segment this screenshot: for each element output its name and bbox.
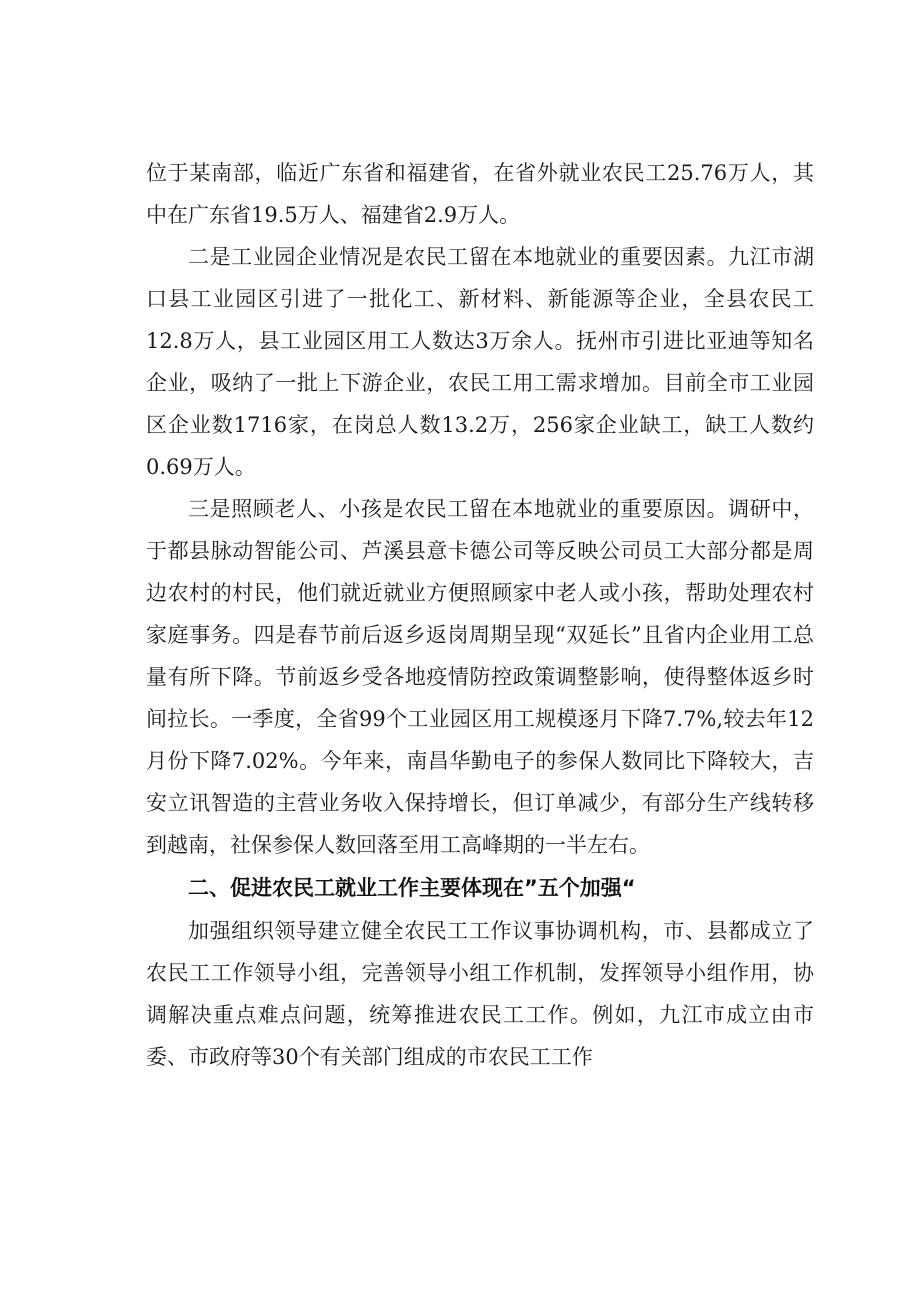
paragraph-section-body: 加强组织领导建立健全农民工工作议事协调机构，市、县都成立了农民工工作领导小组，完善领导小组工作机制，发挥领导小组作用，协调解决重点难点问题，统筹推进农民工工作。例如，九江市成立由市委、市政府等30个有关部门组成的市农民工工作 xyxy=(146,919,814,1069)
document-body xyxy=(146,152,814,1078)
paragraph-point-three: 三是照顾老人、小孩是农民工留在本地就业的重要原因。调研中，于都县脉动智能公司、芦溪县意卡德公司等反映公司员工大部分都是周边农村的村民，他们就近就业方便照顾家中老人或小孩，帮助处理农村家庭事务。四是春节前后返乡返岗周期呈现“双延长”且省内企业用工总量有所下降。节前返乡受各地疫情防控政策调整影响，使得整体返乡时间拉长。一季度，全省99个工业园区用工规模逐月下降7.7%,较去年12月份下降7.02%。今年来，南昌华勤电子的参保人数同比下降较大，吉安立讯智造的主营业务收入保持增长，但订单减少，有部分生产线转移到越南，社保参保人数回落至用工高峰期的一半左右。 xyxy=(146,497,814,857)
section-heading: 二、促进农民工就业工作主要体现在”五个加强“ xyxy=(188,876,636,900)
paragraph-point-two: 二是工业园企业情况是农民工留在本地就业的重要因素。九江市湖口县工业园区引进了一批化工、新材料、新能源等企业，全县农民工12.8万人，县工业园区用工人数达3万余人。抚州市引进比亚迪等知名企业，吸纳了一批上下游企业，农民工用工需求增加。目前全市工业园区企业数1716家，在岗总人数13.2万，256家企业缺工，缺工人数约0.69万人。 xyxy=(146,245,814,479)
paragraph-continuation: 位于某南部，临近广东省和福建省，在省外就业农民工25.76万人，其中在广东省19.5万人、福建省2.9万人。 xyxy=(146,161,814,227)
